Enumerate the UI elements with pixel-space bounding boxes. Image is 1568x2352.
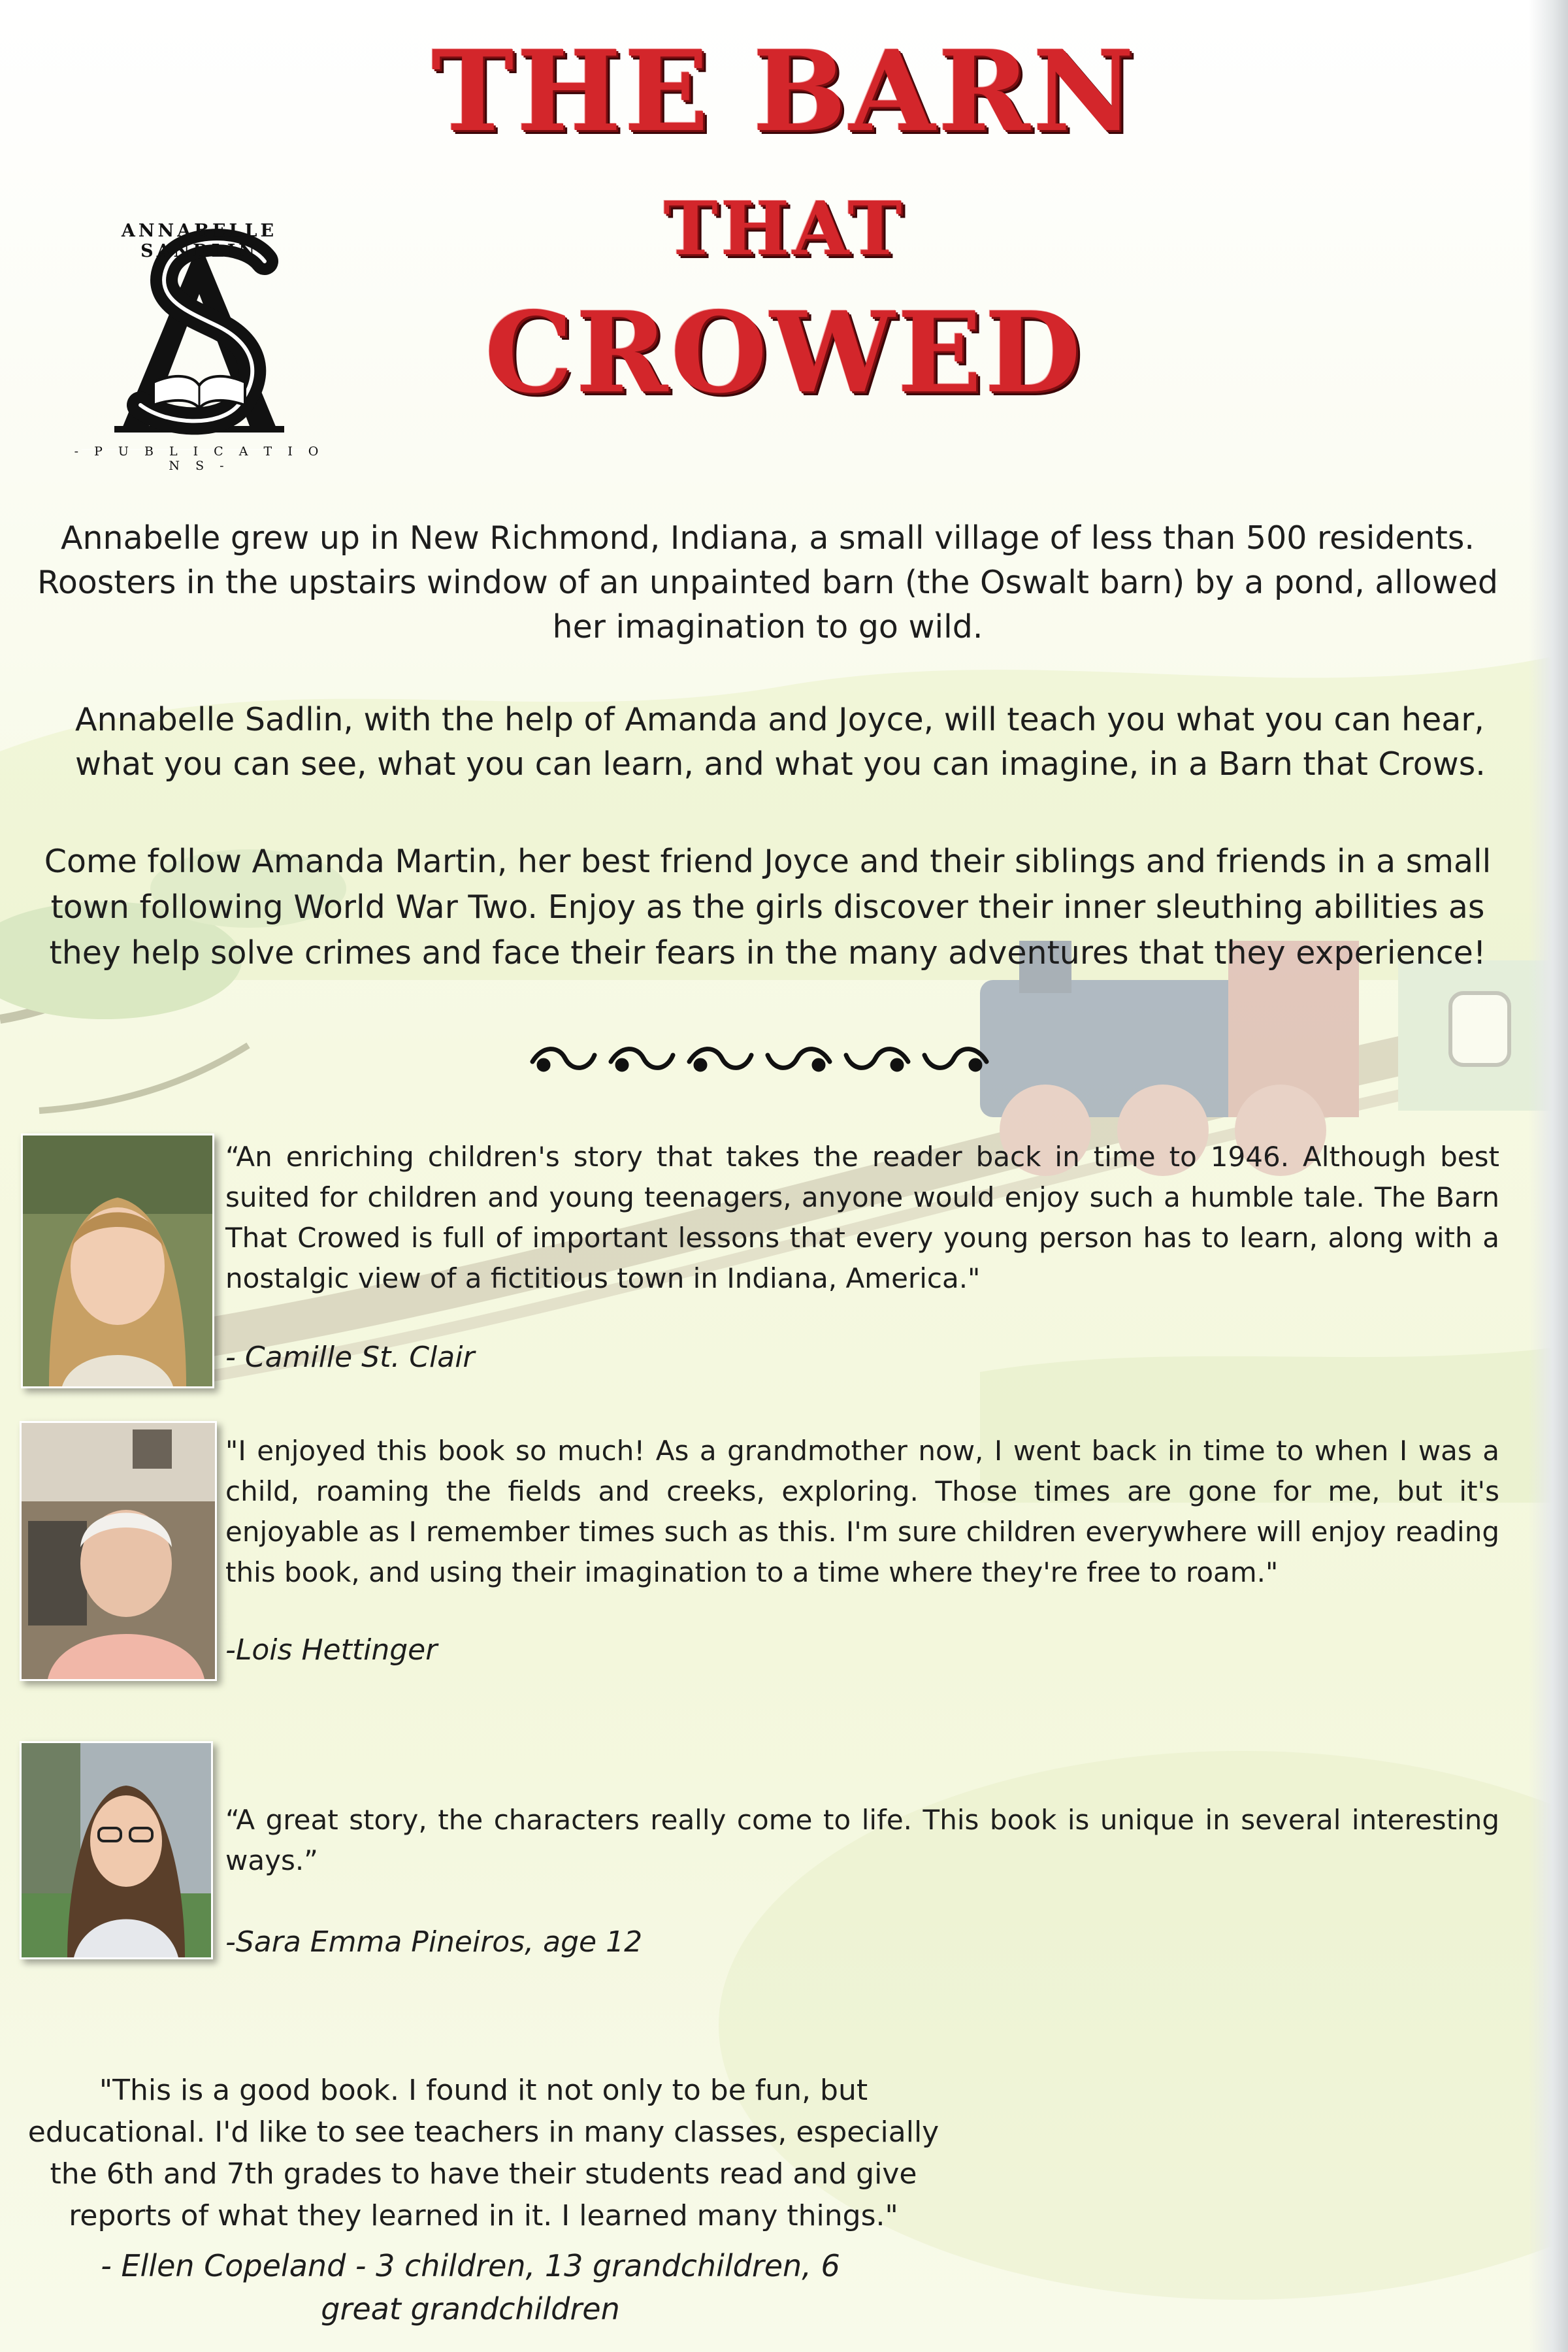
testimonial-author-2: -Lois Hettinger xyxy=(225,1633,438,1667)
testimonial-quote-4: "This is a good book. I found it not only to be fun, but educational. I'd like to see teachers in many classes, especially the 6th and 7th grades to have their students read and give reports of what they learned in it. I learned many things." xyxy=(27,2074,939,2232)
reviewer-photo-lois xyxy=(20,1421,217,1681)
publisher-tagline: - P U B L I C A T I O N S - xyxy=(74,444,325,473)
description-paragraph-3: Come follow Amanda Martin, her best friend Joyce and their siblings and friends in a small town following World War Two. Enjoy as the girls discover their inner sleuthing abilities as they help solve crimes and face their fears in the many adventures that they experience! xyxy=(44,843,1492,972)
testimonial-quote-1: “An enriching children's story that takes the reader back in time to 1946. Although best suited for children and young teenagers, anyone would enjoy such a humble tale. The Barn That Crowed is full of important lessons that every young person has to learn, along with a nostalgic view of a fictitious town in Indiana, America." xyxy=(225,1141,1499,1294)
publisher-name: ANNABELLE SANDLIN xyxy=(121,221,278,261)
testimonial-quote-2: "I enjoyed this book so much! As a grandmother now, I went back in time to when I was a child, roaming the fields and creeks, exploring. Those times are gone for me, but it's enjoyable as I remember times such as this. I'm sure children everywhere will enjoy reading this book, and using their imagination to a time where they're free to roam." xyxy=(225,1435,1499,1588)
testimonial-author-1: - Camille St. Clair xyxy=(225,1341,475,1374)
page-edge-shadow xyxy=(1529,0,1568,2352)
reviewer-photo-sara xyxy=(20,1741,213,1959)
title-line-3: CROWED xyxy=(484,287,1084,418)
testimonial-quote-3: “A great story, the characters really come to life. This book is unique in several interesting ways.” xyxy=(225,1804,1499,1876)
reviewer-photo-camille xyxy=(21,1134,214,1388)
scroll-flourish-icon xyxy=(523,1036,993,1081)
book-title xyxy=(418,26,1150,431)
title-line-1: THE BARN xyxy=(431,26,1137,157)
testimonial-author-3: -Sara Emma Pineiros, age 12 xyxy=(225,1925,643,1959)
testimonial-author-4: - Ellen Copeland - 3 children, 13 grandchildren, 6 great grandchildren xyxy=(101,2248,840,2327)
description-paragraph-2: Annabelle Sadlin, with the help of Amanda and Joyce, will teach you what you can hear, what you can see, what you can learn, and what you can imagine, in a Barn that Crows. xyxy=(75,701,1486,783)
publisher-logo xyxy=(69,216,330,477)
title-line-2: THAT xyxy=(663,186,905,272)
description-paragraph-1: Annabelle grew up in New Richmond, Indiana, a small village of less than 500 residents. Roosters in the upstairs window of an unpainted barn (the Oswalt barn) by a pond, allowed her imagination to go wild. xyxy=(37,519,1498,645)
